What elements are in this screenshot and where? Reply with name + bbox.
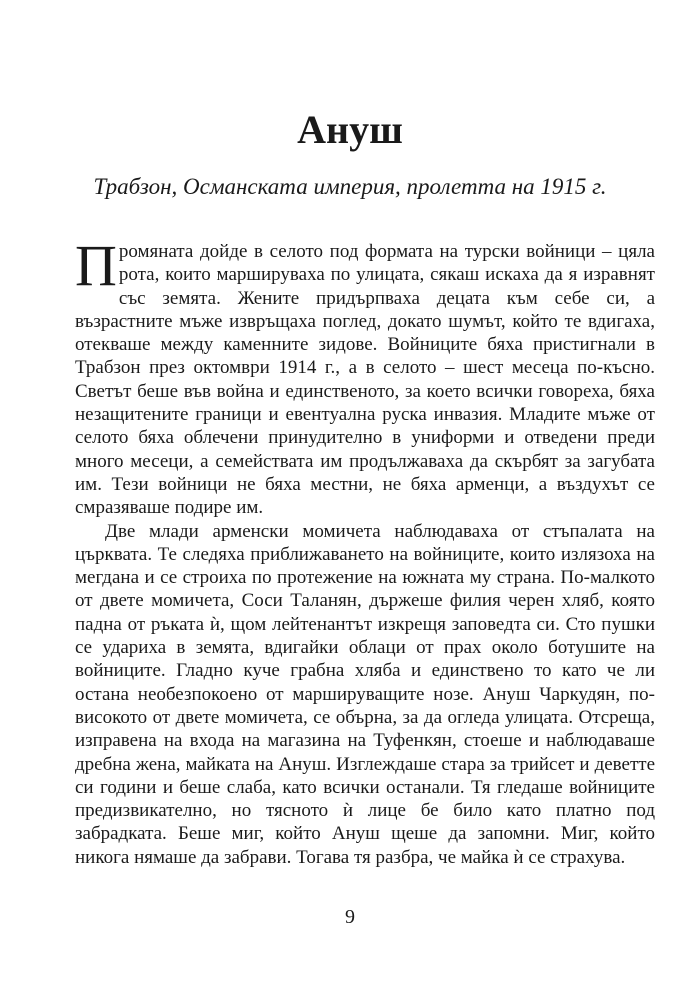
- paragraph-2: Две млади арменски момичета наблюдаваха от стъпалата на църквата. Те следяха приближаването на войниците, които излязоха на мегдана и се строиха по протежение на южната му страна. По-малкото от двете момичета, Соси Таланян, държеше филия черен хляб, която падна от ръката ѝ, щом лейтенантът изкрещя заповедта си. Сто пушки се удариха в земята, вдигайки облаци от прах около ботушите на войниците. Гладно куче грабна хляба и единствено то като че ли остана необезпокоено от маршируващите нозе. Ануш Чаркудян, по-високото от двете момичета, се обърна, за да огледа улицата. Отсреща, изправена на входа на магазина на Туфенкян, стоеше и наблюдаваше дребна жена, майката на Ануш. Изглеждаше стара за трийсет и деветте си години и беше слаба, като всички останали. Тя гледаше войниците предизвикателно, но тясното ѝ лице бе било като платно под забрадката. Беше миг, който Ануш щеше да запомни. Миг, който никога нямаше да забрави. Тогава тя разбра, че майка ѝ се страхува.: [75, 520, 655, 868]
- paragraph-1-text: ромяната дойде в селото под формата на турски войници – цяла рота, които маршируваха по улицата, сякаш искаха да я изравнят със земята. Жените придърпваха децата към себе си, а възрастните мъже извръщаха поглед, докато шумът, който те вдигаха, отекваше между каменните зидове. Войниците бяха пристигнали в Трабзон през октомври 1914 г., а в селото – шест месеца по-късно. Светът беше във война и единственото, за което всички говореха, бяха незащитените граници и евентуална руска инвазия. Младите мъже от селото бяха облечени принудително в униформи и отведени преди много месеци, а семействата им продължаваха да скърбят за загубата им. Тези войници не бяха местни, не бяха арменци, а въздухът се смразяваше подире им.: [75, 241, 655, 519]
- chapter-title: Ануш: [297, 107, 403, 152]
- chapter-body: [75, 233, 655, 869]
- chapter-subtitle: Трабзон, Османската империя, пролетта на 1915 г.: [93, 174, 607, 199]
- paragraph-1: [75, 233, 655, 520]
- page-number: 9: [345, 906, 355, 928]
- drop-cap: П: [75, 233, 117, 298]
